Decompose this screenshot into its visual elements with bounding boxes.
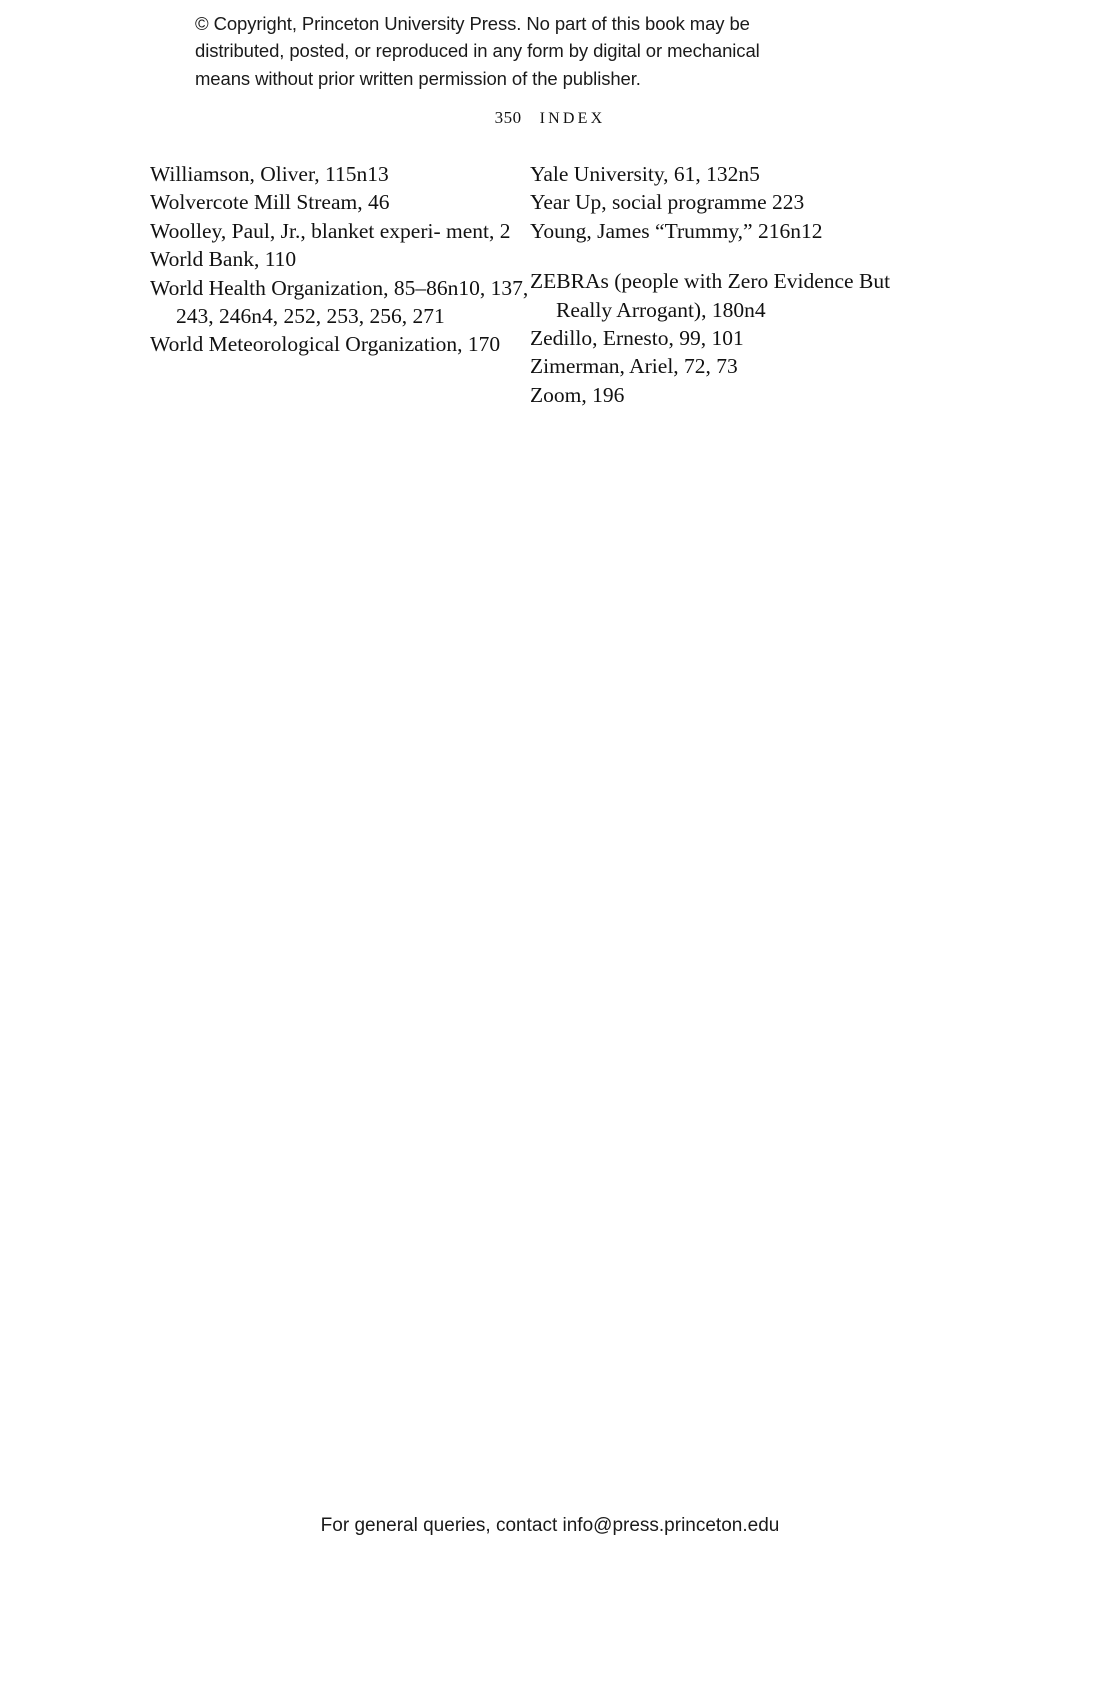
- copyright-line-1: © Copyright, Princeton University Press. No part of this book may be: [195, 13, 750, 34]
- index-entry: [530, 217, 910, 245]
- index-entry-text: Williamson, Oliver, 115n13: [150, 162, 389, 186]
- index-columns: [150, 160, 960, 409]
- index-entry-text: World Bank, 110: [150, 247, 297, 272]
- index-entry: [530, 160, 910, 188]
- index-entry: [150, 217, 530, 245]
- index-entry: [530, 352, 910, 380]
- running-head: [0, 108, 1100, 128]
- index-section-gap: [530, 245, 910, 267]
- index-entry-text: Yale University, 61, 132n5: [530, 162, 760, 186]
- index-column-right: [530, 160, 910, 409]
- index-entry-text: Wolvercote Mill Stream, 46: [150, 190, 390, 215]
- copyright-line-2: distributed, posted, or reproduced in any form by digital or mechanical: [195, 40, 760, 62]
- index-entry: [150, 245, 530, 273]
- index-entry-text: Year Up, social programme 223: [530, 190, 805, 215]
- page-number: 350: [494, 108, 522, 127]
- index-entry-text: Zimerman, Ariel, 72, 73: [530, 354, 738, 379]
- copyright-line-3: means without prior written permission of the publisher.: [195, 67, 641, 89]
- index-entry-text: World Meteorological Organization, 170: [150, 332, 501, 357]
- index-entry-text: Zoom, 196: [530, 382, 625, 407]
- index-entry: [150, 274, 530, 331]
- footer-queries-text: For general queries, contact info@press.princeton.edu: [320, 1515, 780, 1536]
- index-entry-text: Woolley, Paul, Jr., blanket experi- ment, 2: [150, 218, 511, 243]
- index-entry-text: World Health Organization, 85–86n10, 137, 243, 246n4, 252, 253, 256, 271: [150, 275, 529, 328]
- index-entry: [530, 188, 910, 216]
- index-entry-text: ZEBRAs (people with Zero Evidence But Really Arrogant), 180n4: [530, 269, 891, 322]
- index-entry: [530, 267, 910, 324]
- running-head-label: INDEX: [539, 110, 606, 127]
- index-column-left: [150, 160, 530, 409]
- index-entry-text: Young, James “Trummy,” 216n12: [530, 218, 823, 243]
- index-entry: [150, 188, 530, 216]
- copyright-notice: [195, 10, 885, 92]
- index-entry: [150, 330, 530, 358]
- index-entry: [530, 324, 910, 352]
- index-entry: [150, 160, 530, 188]
- index-entry-text: Zedillo, Ernesto, 99, 101: [530, 325, 744, 350]
- index-entry: [530, 381, 910, 409]
